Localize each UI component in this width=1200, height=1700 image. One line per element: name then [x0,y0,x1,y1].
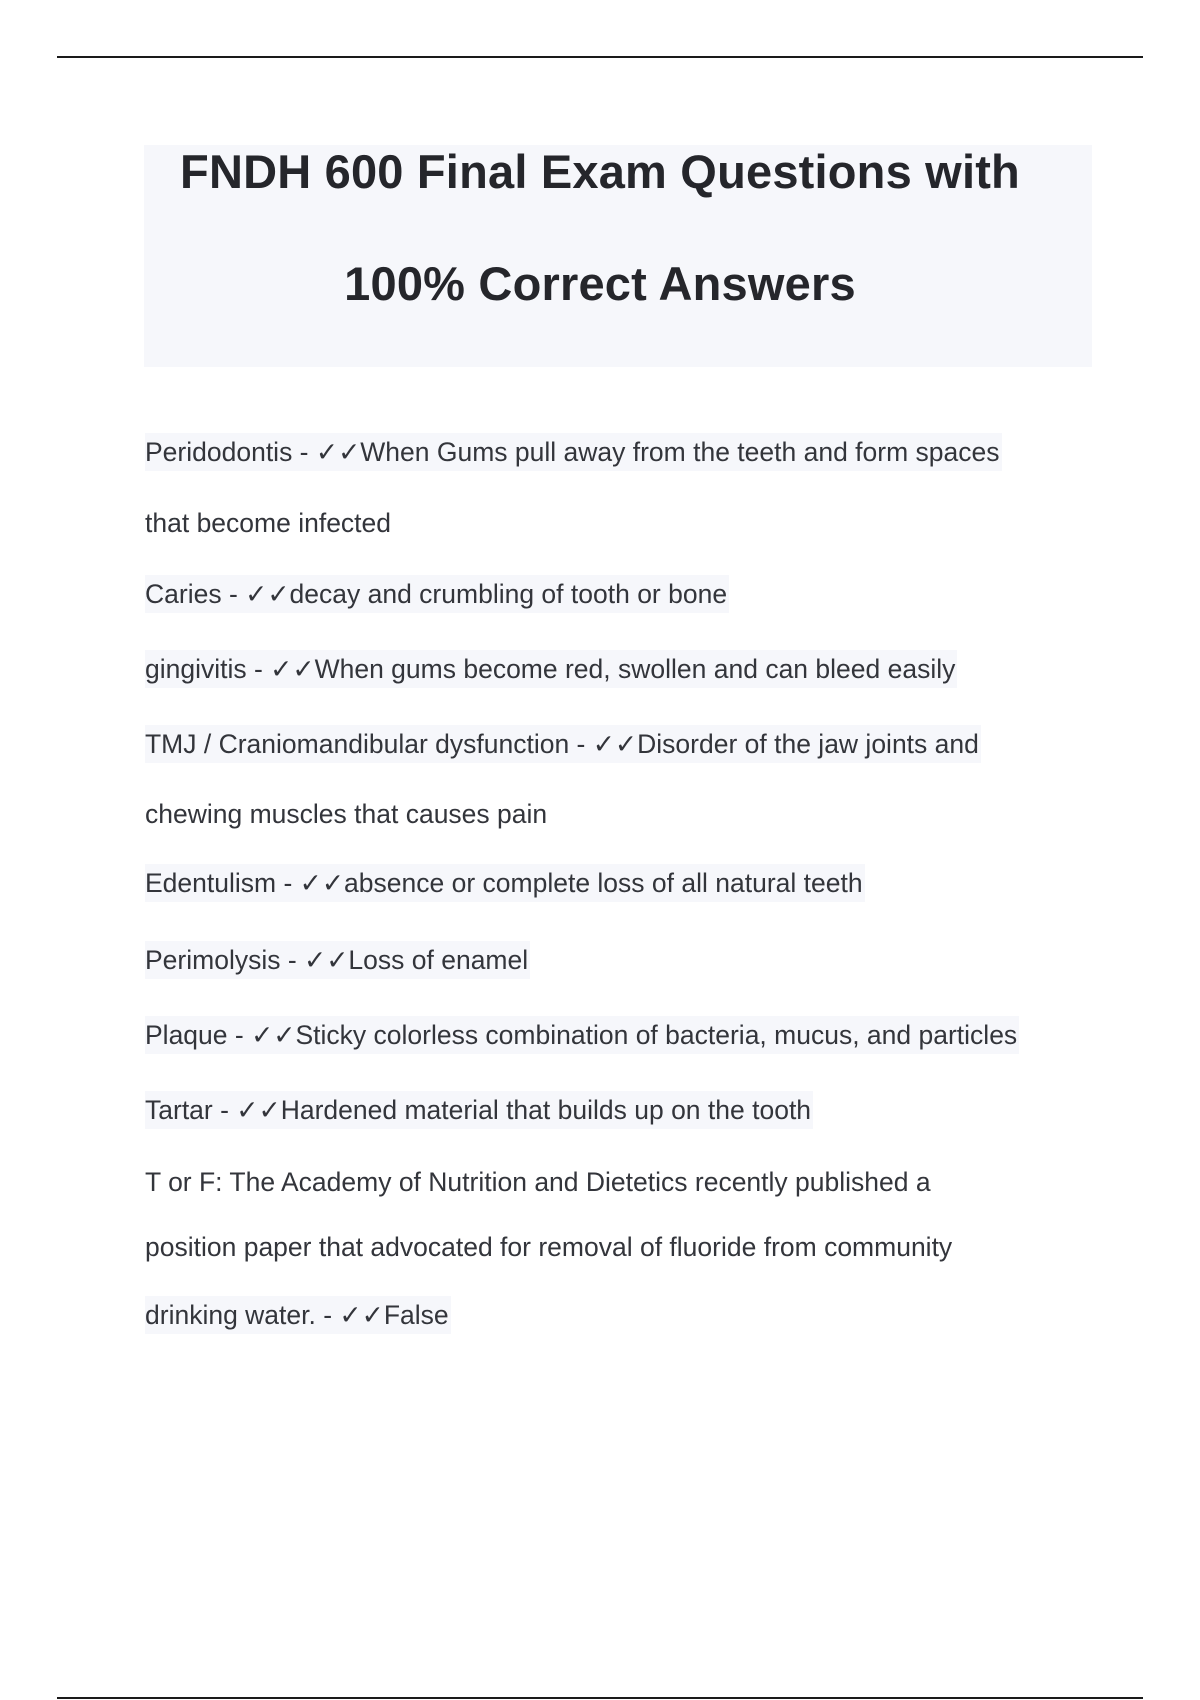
qa-text: T or F: The Academy of Nutrition and Dietetics recently published a [145,1167,931,1197]
document-title-line-1: FNDH 600 Final Exam Questions with [180,145,1020,198]
qa-line-fluoride-cont [145,1228,952,1266]
qa-text: position paper that advocated for removal of fluoride from community [145,1232,953,1262]
qa-text: gingivitis - ✓✓When gums become red, swollen and can bleed easily [145,650,957,688]
qa-text: Peridodontis - ✓✓When Gums pull away from the teeth and form spaces [145,433,1002,471]
qa-line-perimolysis [145,941,530,979]
qa-line-peridodontis [145,433,1002,471]
qa-text: Edentulism - ✓✓absence or complete loss of all natural teeth [145,864,865,902]
qa-text: Plaque - ✓✓Sticky colorless combination of bacteria, mucus, and particles [145,1016,1019,1054]
document-title-line-2: 100% Correct Answers [344,257,856,310]
top-rule [57,56,1143,58]
qa-line-caries [145,575,729,613]
qa-line-fluoride [145,1163,931,1201]
qa-line-peridodontis-cont [145,504,391,542]
qa-text: Tartar - ✓✓Hardened material that builds up on the tooth [145,1091,813,1129]
qa-line-edentulism [145,864,865,902]
qa-text: drinking water. - ✓✓False [145,1296,451,1334]
qa-line-tartar [145,1091,813,1129]
qa-text: chewing muscles that causes pain [145,799,548,829]
qa-line-fluoride-answer [145,1296,451,1334]
qa-text: Perimolysis - ✓✓Loss of enamel [145,941,530,979]
qa-line-plaque [145,1016,1019,1054]
qa-text: TMJ / Craniomandibular dysfunction - ✓✓Disorder of the jaw joints and [145,725,981,763]
qa-text: Caries - ✓✓decay and crumbling of tooth or bone [145,575,729,613]
qa-line-tmj [145,725,981,763]
qa-line-tmj-cont [145,795,547,833]
bottom-rule [57,1697,1143,1699]
qa-line-gingivitis [145,650,957,688]
qa-text: that become infected [145,508,392,538]
